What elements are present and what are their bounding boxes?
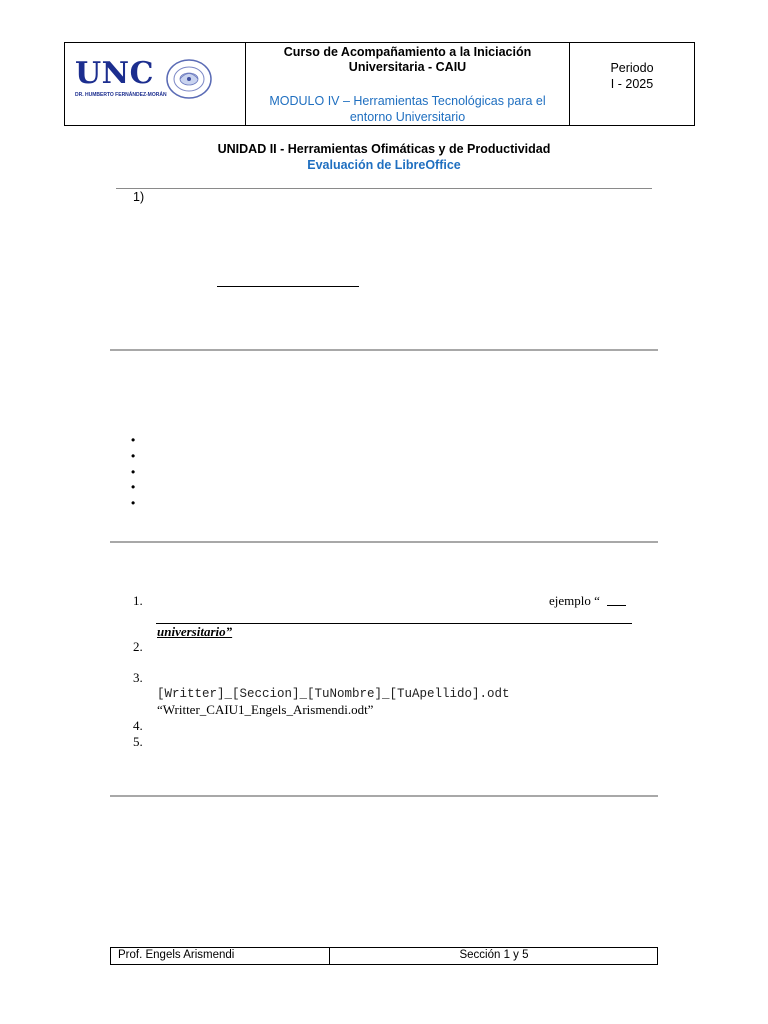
section-divider — [110, 795, 658, 797]
filename-example: “Writter_CAIU1_Engels_Arismendi.odt” — [157, 702, 374, 717]
period-value: I - 2025 — [610, 77, 654, 91]
list-bullet: • — [131, 465, 136, 479]
university-seal-icon — [165, 58, 213, 100]
course-title-line2: Universitaria - CAIU — [348, 60, 467, 74]
module-title-line1: MODULO IV – Herramientas Tecnológicas para el — [269, 94, 546, 108]
unc-logo-subtext: DR. HUMBERTO FERNÁNDEZ-MORÁN — [75, 92, 167, 98]
section-divider — [110, 541, 658, 543]
professor-name: Prof. Engels Arismendi — [111, 948, 330, 964]
course-title — [246, 45, 569, 75]
list-number: 1. — [133, 593, 143, 608]
filename-pattern: [Writter]_[Seccion]_[TuNombre]_[TuApellido].odt — [157, 687, 510, 701]
answer-blank-line — [217, 286, 359, 287]
section-divider — [110, 349, 658, 351]
list-bullet: • — [131, 480, 136, 494]
list-bullet: • — [131, 433, 136, 447]
list-number: 4. — [133, 718, 143, 733]
list-number: 2. — [133, 639, 143, 654]
logo-cell — [65, 43, 246, 125]
example-blank-line — [607, 605, 626, 606]
list-number: 5. — [133, 734, 143, 749]
unit-title: UNIDAD II - Herramientas Ofimáticas y de Productividad — [217, 142, 551, 156]
module-title-line2: entorno Universitario — [349, 110, 466, 124]
course-title-cell — [246, 43, 570, 125]
list-number: 3. — [133, 670, 143, 685]
period-cell — [570, 43, 694, 125]
example-text: ejemplo “ — [549, 593, 600, 608]
period — [570, 60, 694, 92]
divider — [116, 188, 652, 189]
list-bullet: • — [131, 496, 136, 510]
question-number: 1) — [133, 190, 145, 204]
header-table — [64, 42, 695, 126]
evaluation-title: Evaluación de LibreOffice — [307, 158, 461, 172]
section-info: Sección 1 y 5 — [459, 949, 529, 961]
footer-table — [110, 947, 658, 965]
course-title-line1: Curso de Acompañamiento a la Iniciación — [283, 45, 532, 59]
list-bullet: • — [131, 449, 136, 463]
module-title — [246, 93, 569, 125]
unc-logo: UNC — [75, 56, 154, 91]
period-label: Periodo — [610, 61, 654, 75]
universitario-text: universitario” — [157, 624, 233, 639]
